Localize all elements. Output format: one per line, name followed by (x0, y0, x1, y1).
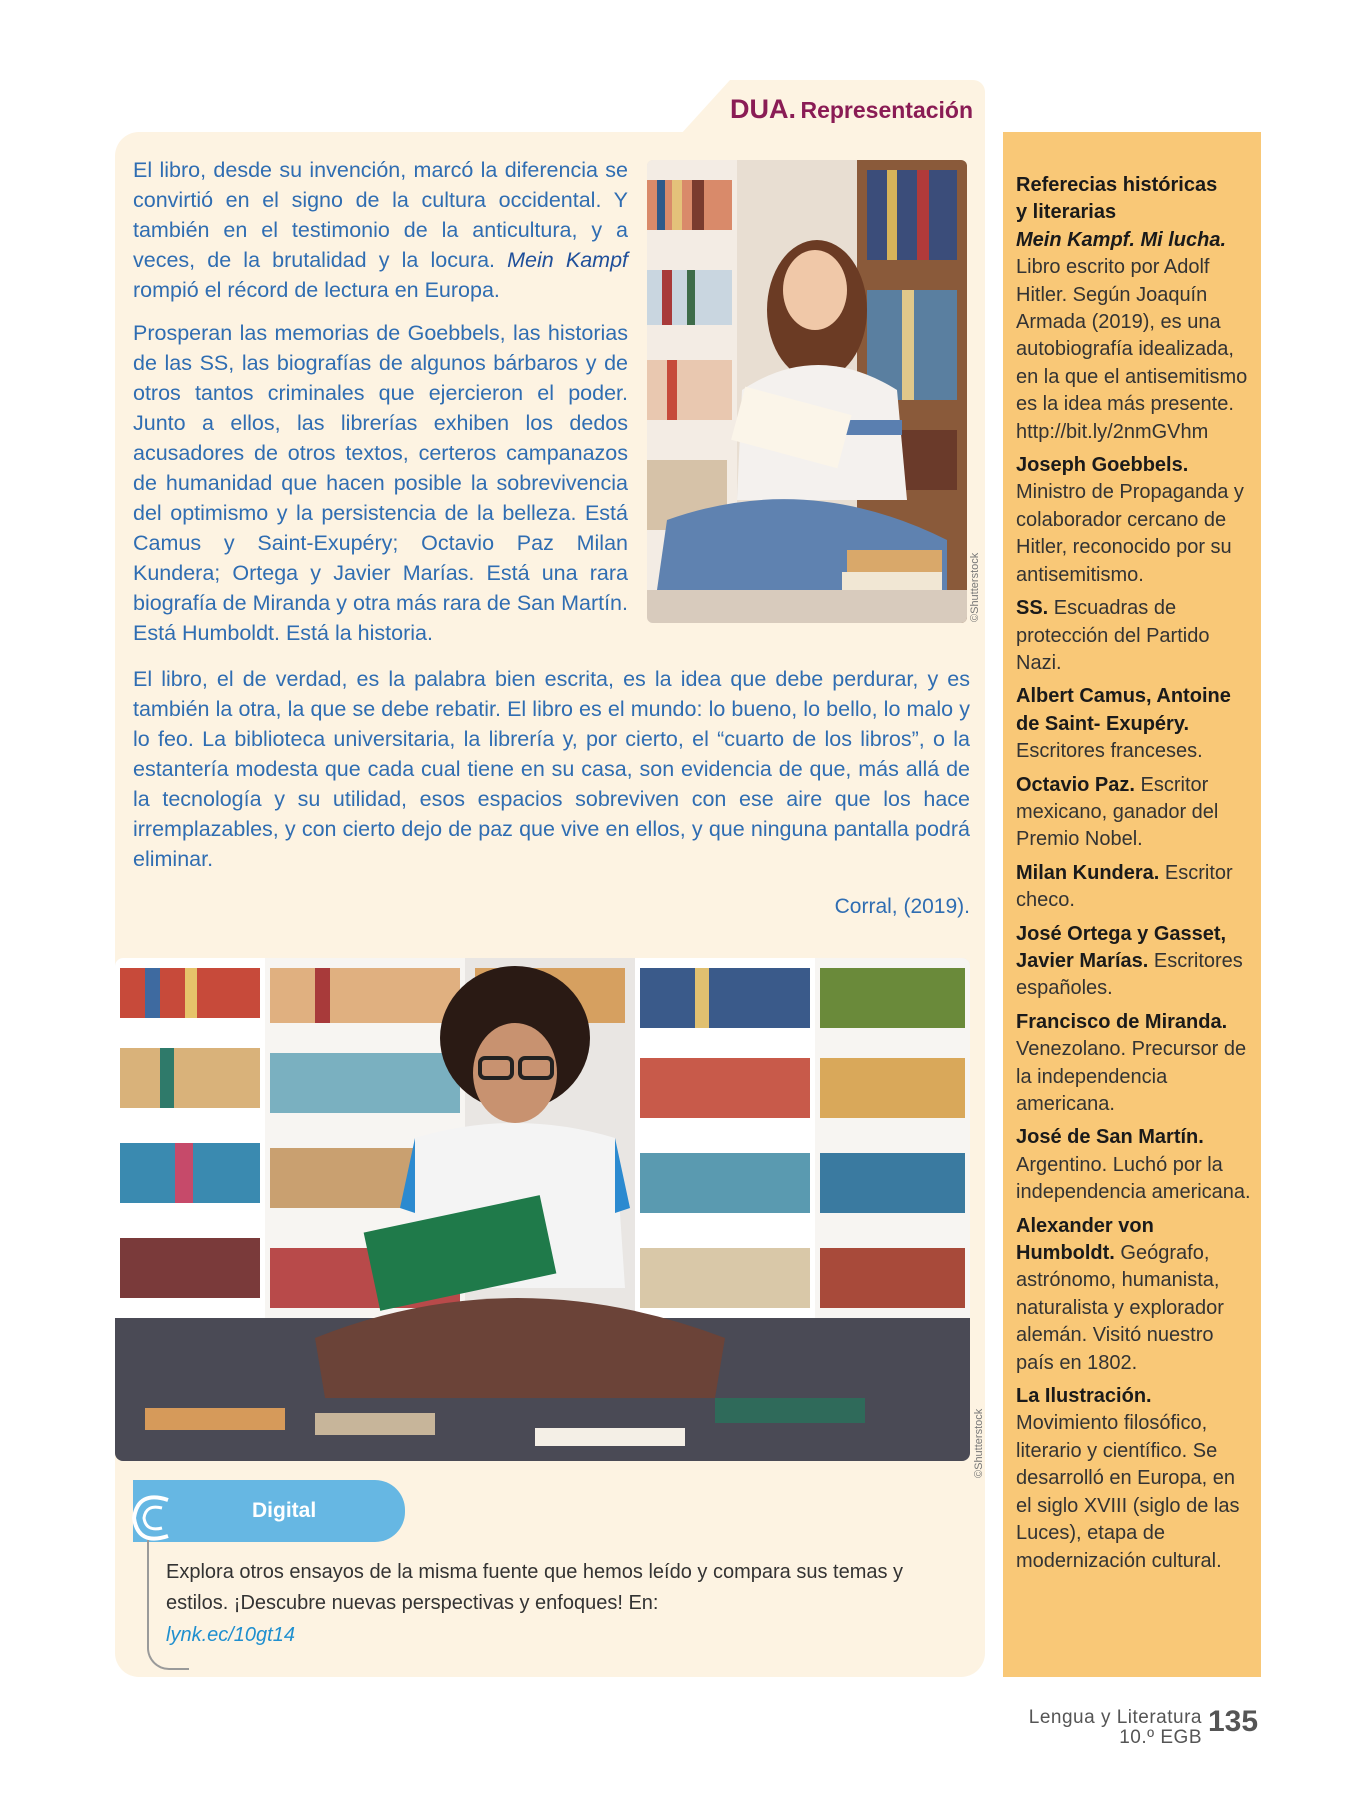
photo-boy-reading (115, 958, 970, 1461)
digital-label: Digital (252, 1499, 317, 1522)
citation: Corral, (2019). (834, 895, 970, 918)
glossary-entry: SS. Escuadras de protección del Partido Nazi. (1016, 597, 1210, 674)
glossary-content (1016, 172, 1256, 1581)
glossary-entry: Albert Camus, Antoine de Saint- Exupéry. Escritores franceses. (1016, 685, 1231, 763)
photo-girl-reading (647, 160, 967, 623)
glossary-entry: José Ortega y Gasset, Javier Marías. Escritores españoles. (1016, 922, 1243, 1000)
paragraph-1: El libro, desde su invención, marcó la diferencia se convirtió en el signo de la cultura occidental. Y también en el testimonio de la anticultura, y a veces, de la brutalidad y la locura. Mein Kampf rompió el récord de lectura en Europa. (133, 158, 629, 302)
glossary-entry: José de San Martín. Argentino. Luchó por la independencia americana. (1016, 1126, 1251, 1204)
glossary-entry: La Ilustración. Movimiento filosófico, literario y científico. Se desarrolló en Europa, en el siglo XVIII (siglo de las Luces), etapa de modernización cultural. (1016, 1385, 1240, 1572)
paragraph-2: Prosperan las memorias de Goebbels, las historias de las SS, las biografías de algunos bárbaros y de otros tantos criminales que ejercieron el poder. Junto a ellos, las librerías exhiben los dedos acusadores de otros textos, certeros campanazos de humanidad que hacen posible la sobrevivencia del optimismo y la persistencia de la belleza. Está Camus y Saint-Exupéry; Octavio Paz Milan Kundera; Ortega y Javier Marías. Está una rara biografía de Miranda y otra más rara de San Martín. Está Humboldt. Está la historia. (133, 321, 628, 645)
glossary-entry: Milan Kundera. Escritor checo. (1016, 861, 1233, 912)
glossary-entry: Francisco de Miranda. Venezolano. Precursor de la independencia americana. (1016, 1010, 1247, 1115)
glossary-entry: Alexander von Humboldt. Geógrafo, astrónomo, humanista, naturalista y explorador alemán. Visitó nuestro país en 1802. (1016, 1214, 1224, 1374)
photo-credit-2: ©Shutterstock (973, 1408, 985, 1478)
dua-label: DUA. (730, 94, 796, 124)
section-title: Representación (800, 97, 974, 123)
book-title: Mein Kampf (507, 248, 629, 272)
digital-text: Explora otros ensayos de la misma fuente que hemos leído y compara sus temas y estilos. ¡Descubre nuevas perspectivas y enfoques! En: (166, 1561, 904, 1614)
section-header (730, 94, 973, 125)
digital-link[interactable]: lynk.ec/10gt14 (166, 1624, 295, 1646)
glossary-entry: Octavio Paz. Escritor mexicano, ganador del Premio Nobel. (1016, 773, 1219, 851)
photo-credit-1: ©Shutterstock (969, 552, 981, 622)
digital-c-icon (128, 1490, 178, 1546)
page-number: 135 (1208, 1705, 1259, 1738)
paragraph-3: El libro, el de verdad, es la palabra bien escrita, es la idea que debe perdurar, y es también la otra, la que se debe rebatir. El libro es el mundo: lo bueno, lo bello, lo malo y lo feo. La biblioteca universitaria, la librería y, por cierto, el “cuarto de los libros”, o la estantería modesta que cada cual tiene en su casa, son evidencia de que, más allá de la tecnología y su utilidad, esos espacios sobreviven con ese aire que los hace irremplazables, y con cierto dejo de paz que vive en ellos, y que ninguna pantalla podrá eliminar. (133, 667, 970, 871)
glossary-heading: Referecias históricas y literarias Mein Kampf. Mi lucha. Libro escrito por Adolf Hitler. Según Joaquín Armada (2019), es una autobiografía idealizada, en la que el antisemitismo es la idea más presente. http://bit.ly/2nmGVhm (1016, 174, 1248, 443)
glossary-entry: Joseph Goebbels. Ministro de Propaganda y colaborador cercano de Hitler, reconocido por su antisemitismo. (1016, 454, 1244, 586)
footer-subject: Lengua y Literatura 10.º EGB (1028, 1707, 1202, 1748)
